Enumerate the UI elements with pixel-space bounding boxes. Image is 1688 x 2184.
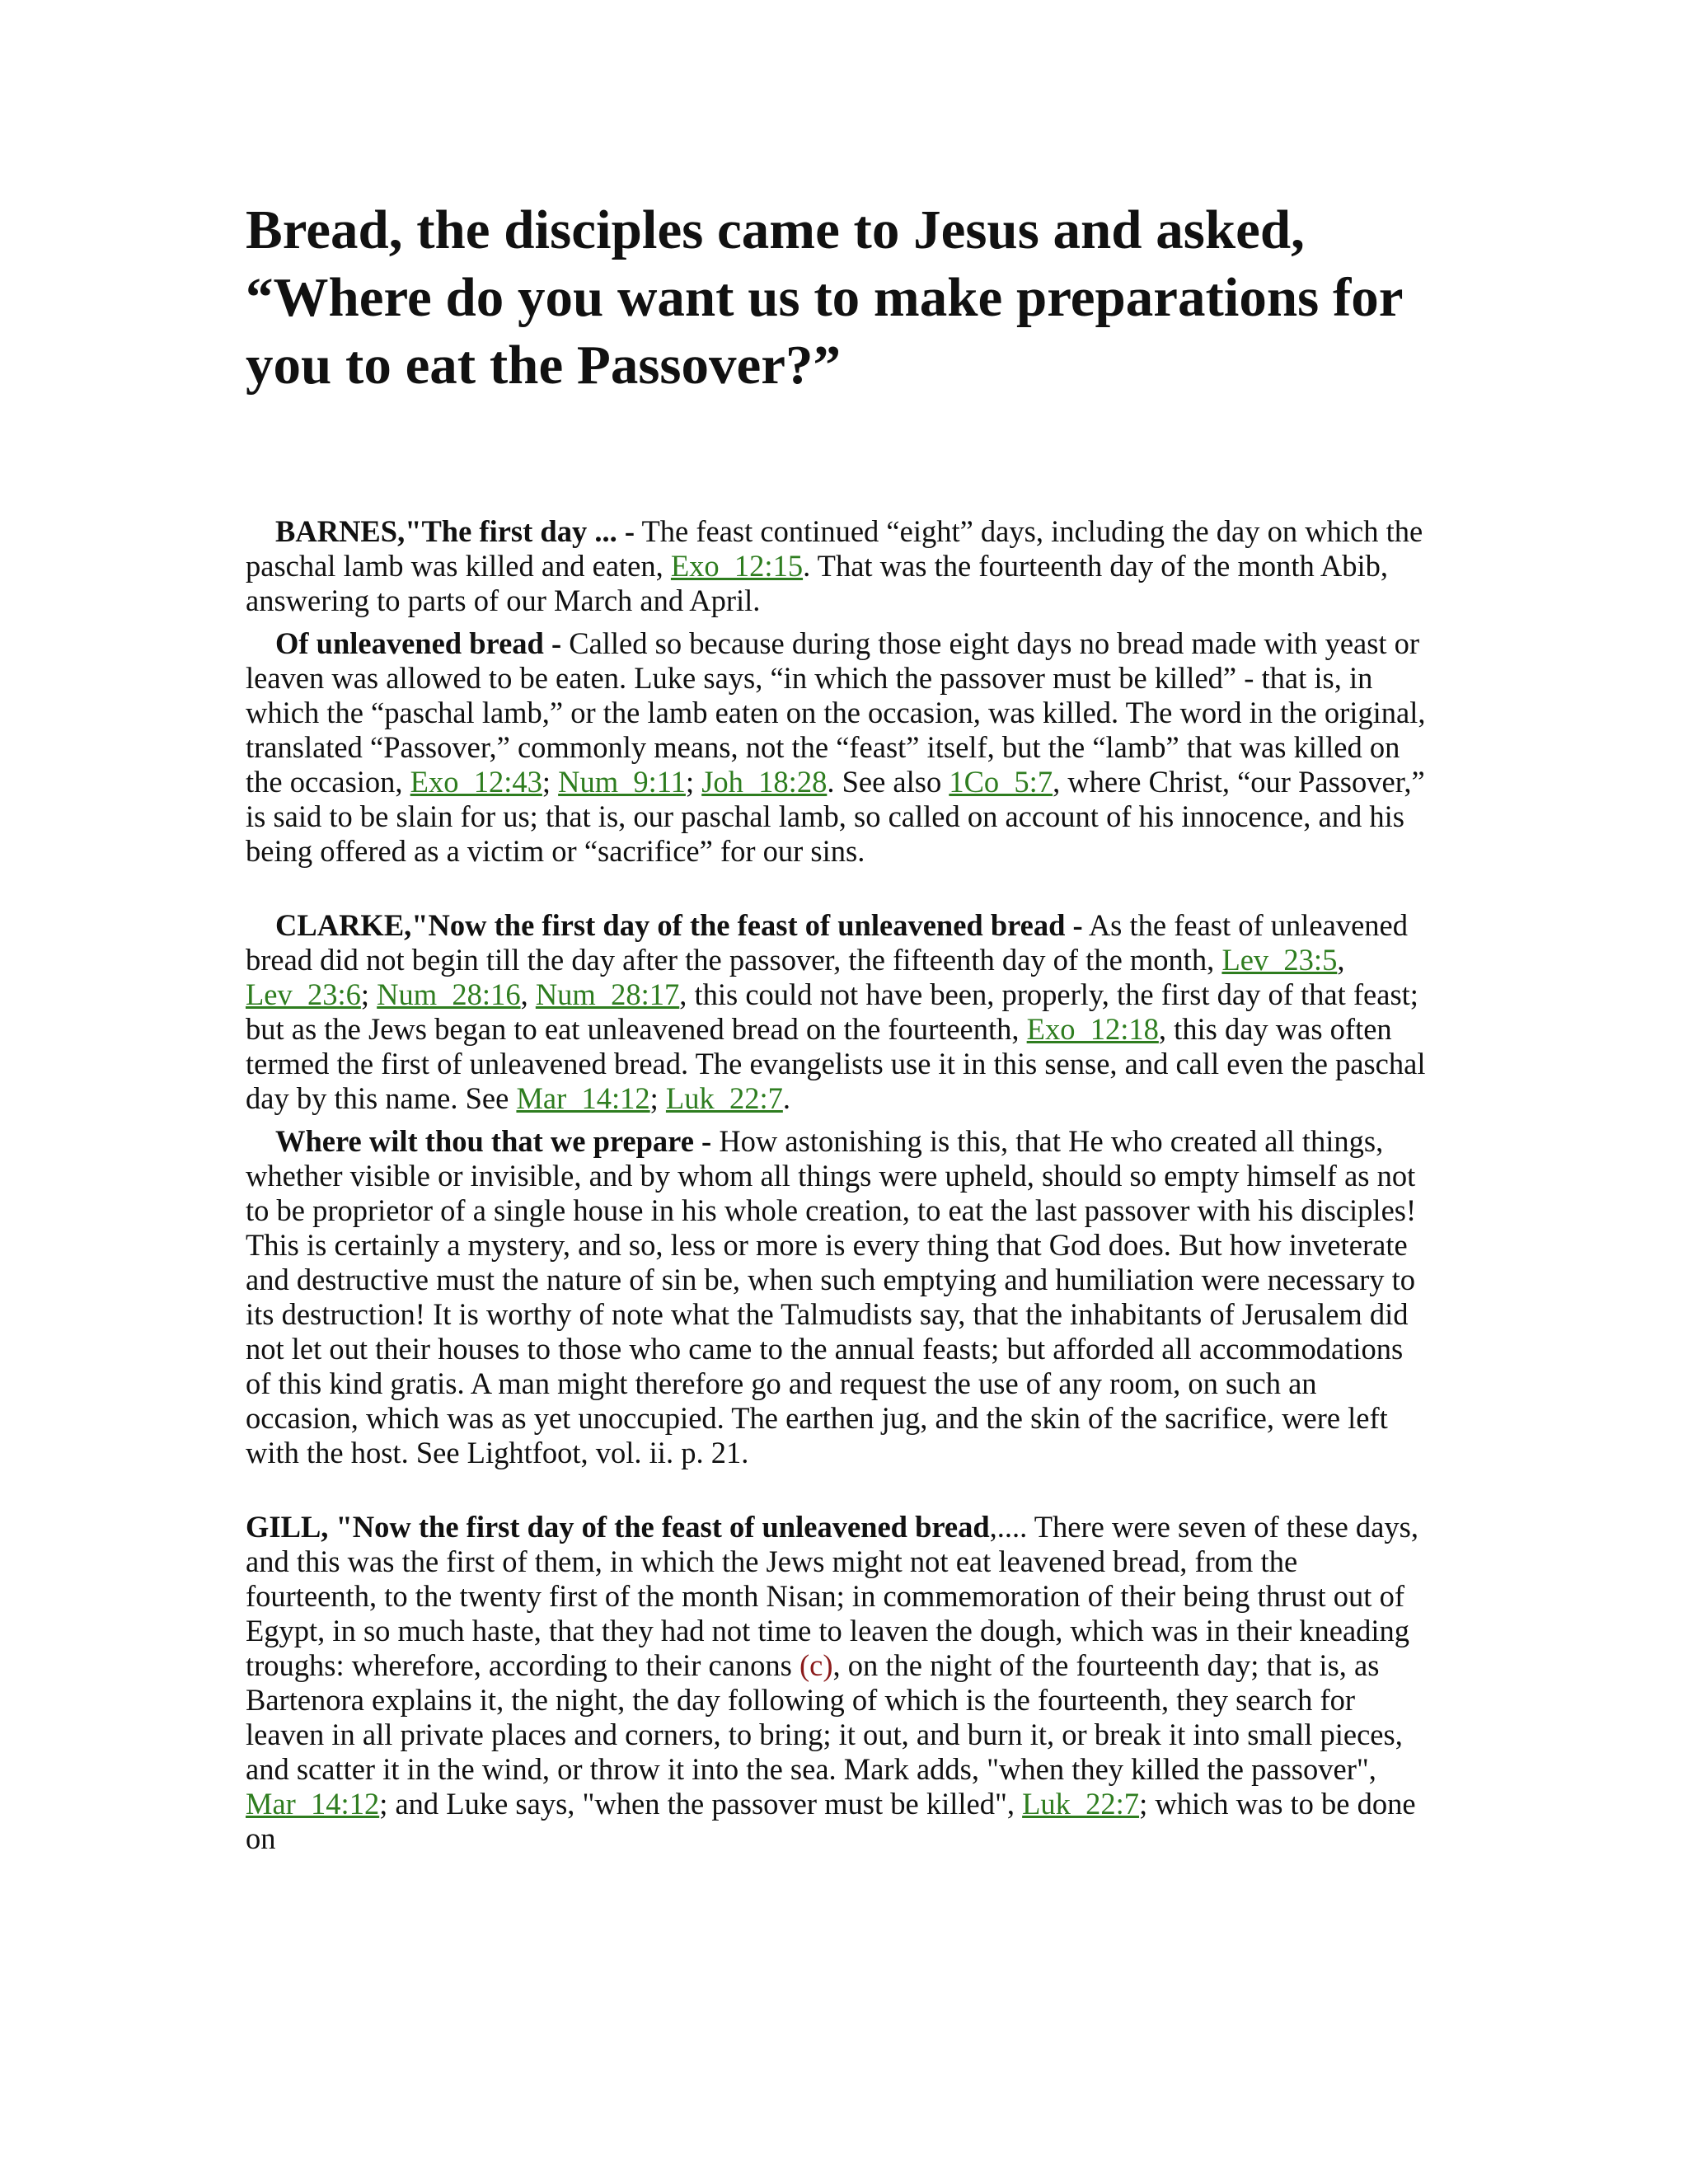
barnes-commentary xyxy=(246,514,1432,869)
barnes-paragraph-2 xyxy=(246,626,1432,869)
gill-text: ; and Luke says, "when the passover must be killed", xyxy=(379,1787,1023,1821)
barnes-text: Called so because during those eight days no bread made with yeast or leaven was allowed to be eaten. Luke says, “in which the passover must be killed” - that is, in which the “paschal lamb,” or the lamb eaten on the occasion, was killed. The word in the original, translated “Passover,” commonly means, not the “feast” itself, but the “lamb” that was killed on the occasion, xyxy=(246,626,1426,799)
scripture-link-num-28-16[interactable]: Num_28:16 xyxy=(377,977,521,1011)
separator: , xyxy=(520,977,536,1011)
scripture-link-luk-22-7[interactable]: Luk_22:7 xyxy=(1022,1787,1140,1821)
barnes-lead: BARNES,"The first day ... - xyxy=(275,514,635,548)
barnes-text: , where Christ, “our Passover,” is said to be slain for us; that is, our paschal lamb, so called on account of his innocence, and his being offered as a victim or “sacrifice” for our sins. xyxy=(246,765,1425,868)
barnes-text: . That was the fourteenth day of the month Abib, answering to parts of our March and April. xyxy=(246,549,1388,617)
scripture-link-mar-14-12[interactable]: Mar_14:12 xyxy=(516,1081,650,1115)
gill-text: ; which was to be done on xyxy=(246,1787,1416,1855)
scripture-link-mar-14-12[interactable]: Mar_14:12 xyxy=(246,1787,380,1821)
scripture-link-lev-23-6[interactable]: Lev_23:6 xyxy=(246,977,361,1011)
scripture-link-exo-12-15[interactable]: Exo_12:15 xyxy=(670,549,804,583)
page-title: Bread, the disciples came to Jesus and asked, “Where do you want us to make preparations for you to eat the Passover?” xyxy=(246,199,1403,396)
clarke-text: , this day was often termed the first of unleavened bread. The evangelists use it in this sense, and call even the paschal day by this name. See xyxy=(246,1012,1426,1115)
scripture-link-num-9-11[interactable]: Num_9:11 xyxy=(558,765,686,799)
clarke-text: As the feast of unleavened bread did not begin till the day after the passover, the fifteenth day of the month, xyxy=(246,908,1408,977)
gill-text: ,.... There were seven of these days, and this was the first of them, in which the Jews might not eat leavened bread, from the fourteenth, to the twenty first of the month Nisan; in commemoration of their being thrust out of Egypt, in so much haste, that they had not time to leaven the dough, which was in their kneading troughs: wherefore, according to their canons xyxy=(246,1510,1418,1682)
clarke-subhead: Where wilt thou that we prepare - xyxy=(275,1124,712,1158)
separator: ; xyxy=(685,765,702,799)
scripture-link-lev-23-5[interactable]: Lev_23:5 xyxy=(1221,943,1338,977)
clarke-paragraph-2 xyxy=(246,1124,1432,1470)
clarke-commentary xyxy=(246,908,1432,1470)
scripture-link-luk-22-7[interactable]: Luk_22:7 xyxy=(665,1081,783,1115)
barnes-subhead: Of unleavened bread - xyxy=(275,626,562,660)
separator: ; xyxy=(542,765,559,799)
barnes-text: The feast continued “eight” days, including the day on which the paschal lamb was killed and eaten, xyxy=(246,514,1423,583)
page xyxy=(246,196,1432,1864)
clarke-paragraph-1 xyxy=(246,908,1432,1116)
clarke-text: . xyxy=(782,1081,790,1115)
scripture-link-exo-12-43[interactable]: Exo_12:43 xyxy=(410,765,542,799)
separator: , xyxy=(1337,943,1345,977)
separator: ; xyxy=(360,977,377,1011)
gill-commentary xyxy=(246,1510,1432,1856)
scripture-link-joh-18-28[interactable]: Joh_18:28 xyxy=(701,765,828,799)
gill-paragraph-1 xyxy=(246,1510,1432,1856)
scripture-link-1co-5-7[interactable]: 1Co_5:7 xyxy=(949,765,1053,799)
gill-lead: GILL, "Now the first day of the feast of unleavened bread xyxy=(246,1510,990,1544)
clarke-lead: CLARKE,"Now the first day of the feast of unleavened bread - xyxy=(275,908,1083,942)
clarke-text: , this could not have been, properly, the first day of that feast; but as the Jews began to eat unleavened bread on the fourteenth, xyxy=(246,977,1418,1046)
separator: ; xyxy=(649,1081,666,1115)
footnote-marker: (c) xyxy=(799,1648,833,1682)
barnes-paragraph-1 xyxy=(246,514,1432,618)
scripture-link-num-28-17[interactable]: Num_28:17 xyxy=(535,977,680,1011)
barnes-text: . See also xyxy=(827,765,950,799)
scripture-link-exo-12-18[interactable]: Exo_12:18 xyxy=(1026,1012,1159,1046)
gill-text: , on the night of the fourteenth day; that is, as Bartenora explains it, the night, the day following of which is the fourteenth, they search for leaven in all private places and corners, to bring; it out, and burn it, or break it into small pieces, and scatter it in the wind, or throw it into the sea. Mark adds, "when they killed the passover", xyxy=(246,1648,1403,1786)
clarke-text: How astonishing is this, that He who created all things, whether visible or invisible, and by whom all things were upheld, should so empty himself as not to be proprietor of a single house in his whole creation, to eat the last passover with his disciples! This is certainly a mystery, and so, less or more is every thing that God does. But how inveterate and destructive must the nature of sin be, when such emptying and humiliation were necessary to its destruction! It is worthy of note what the Talmudists say, that the inhabitants of Jerusalem did not let out their houses to those who came to the annual feasts; but afforded all accommodations of this kind gratis. A man might therefore go and request the use of any room, on such an occasion, which was as yet unoccupied. The earthen jug, and the skin of the sacrifice, were left with the host. See Lightfoot, vol. ii. p. 21. xyxy=(246,1124,1417,1469)
